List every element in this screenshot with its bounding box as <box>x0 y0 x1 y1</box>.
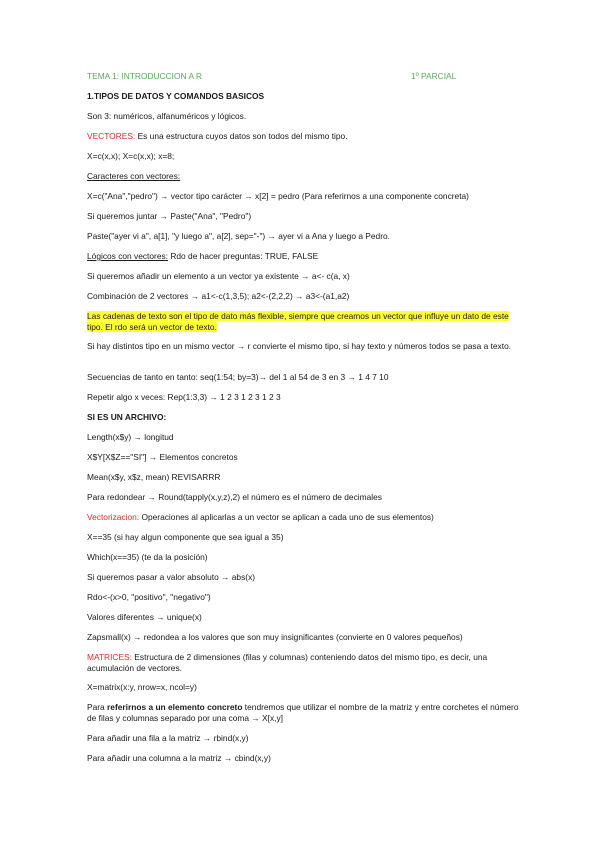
paragraph-mean: Mean(x$y, x$z, mean) REVISARRR <box>87 472 221 482</box>
paragraph-son3: Son 3: numéricos, alfanuméricos y lógicos. <box>87 111 247 121</box>
highlighted-text: Las cadenas de texto son el tipo de dato más flexible, siempre que creamos un vector que influye un dato de este tipo. El rdo será un vector de texto. <box>87 311 509 333</box>
section-title-archivo: SI ES UN ARCHIVO: <box>87 412 167 422</box>
paragraph-secuencias: Secuencias de tanto en tanto: seq(1:54; by=3)→ del 1 al 54 de 3 en 3 → 1 4 7 10 <box>87 372 389 382</box>
paragraph-juntar: Si queremos juntar → Paste("Ana", "Pedro") <box>87 211 252 221</box>
paragraph-x35: X==35 (si hay algun componente que sea igual a 35) <box>87 532 284 542</box>
paragraph-zapsmall: Zapsmall(x) → redondea a los valores que son muy insignificantes (convierte en 0 valores pequeños) <box>87 632 463 642</box>
paragraph-vectorizacion <box>87 512 517 523</box>
paragraph-paste: Paste("ayer vi a", a[1], "y luego a", a[2], sep="-") → ayer vi a Ana y luego a Pedro. <box>87 231 390 241</box>
term-matrices: MATRICES: <box>87 652 132 662</box>
paragraph-matrices <box>87 652 519 675</box>
subtitle-caracteres: Caracteres con vectores: <box>87 171 181 181</box>
paragraph-highlight <box>87 311 519 334</box>
partial-label: 1º PARCIAL <box>411 71 457 81</box>
referirnos-post: tendremos que utilizar el nombre de la matriz y entre corchetes el número de filas y columnas separado por una coma → X[x,y] <box>87 702 519 724</box>
paragraph-repetir: Repetir algo x veces: Rep(1:3,3) → 1 2 3 1 2 3 1 2 3 <box>87 392 281 402</box>
header-title <box>87 71 517 82</box>
paragraph-matrix: X=matrix(x:y, nrow=x, ncol=y) <box>87 682 197 692</box>
paragraph-distintos: Si hay distintos tipo en un mismo vector → r convierte el mismo tipo, si hay texto y números todos se pasa a texto. <box>87 341 512 351</box>
paragraph-cbind: Para añadir una columna a la matriz → cbind(x,y) <box>87 753 271 763</box>
vectores-definition: Es una estructura cuyos datos son todos del mismo tipo. <box>135 131 348 141</box>
vectorizacion-definition: Operaciones al aplicarlas a un vector se aplican a cada uno de sus elementos) <box>139 512 434 522</box>
term-vectorizacion: Vectorizacion: <box>87 512 140 522</box>
referirnos-pre: Para <box>87 702 108 712</box>
paragraph-xsy: X$Y[X$Z=="SI"] → Elementos concretos <box>87 452 238 462</box>
paragraph-which: Which(x==35) (te da la posición) <box>87 552 208 562</box>
paragraph-vectores <box>87 131 517 142</box>
paragraph-ana: X=c("Ana","pedro") → vector tipo carácter → x[2] = pedro (Para referirnos a una componente concreta) <box>87 191 469 201</box>
paragraph-rdo: Rdo<-(x>0, "positivo", "negativo") <box>87 592 211 602</box>
matrices-definition: Estructura de 2 dimensiones (filas y columnas) conteniendo datos del mismo tipo, es decir, una acumulación de vectores. <box>87 652 488 674</box>
logicos-definition: Rdo de hacer preguntas: TRUE, FALSE <box>168 251 319 261</box>
paragraph-rbind: Para añadir una fila a la matriz → rbind(x,y) <box>87 733 249 743</box>
term-logicos: Lógicos con vectores: <box>87 251 169 261</box>
paragraph-anadir: Si queremos añadir un elemento a un vector ya existente → a<- c(a, x) <box>87 271 350 281</box>
paragraph-referirnos <box>87 702 519 725</box>
section-title-tipos: 1.TIPOS DE DATOS Y COMANDOS BASICOS <box>87 91 265 101</box>
paragraph-xc: X=c(x,x); X=c(x,x); x=8; <box>87 151 175 161</box>
paragraph-abs: Si queremos pasar a valor absoluto → abs(x) <box>87 572 256 582</box>
topic-title: TEMA 1: INTRODUCCION A R <box>87 71 202 81</box>
paragraph-logicos <box>87 251 517 262</box>
referirnos-bold: referirnos a un elemento concreto <box>107 702 243 712</box>
paragraph-unique: Valores diferentes → unique(x) <box>87 612 202 622</box>
paragraph-combinacion: Combinación de 2 vectores → a1<-c(1,3,5); a2<-(2,2,2) → a3<-(a1,a2) <box>87 291 350 301</box>
paragraph-length: Length(x$y) → longitud <box>87 432 174 442</box>
term-vectores: VECTORES: <box>87 131 136 141</box>
paragraph-round: Para redondear → Round(tapply(x,y,z),2) el número es el número de decimales <box>87 492 382 502</box>
